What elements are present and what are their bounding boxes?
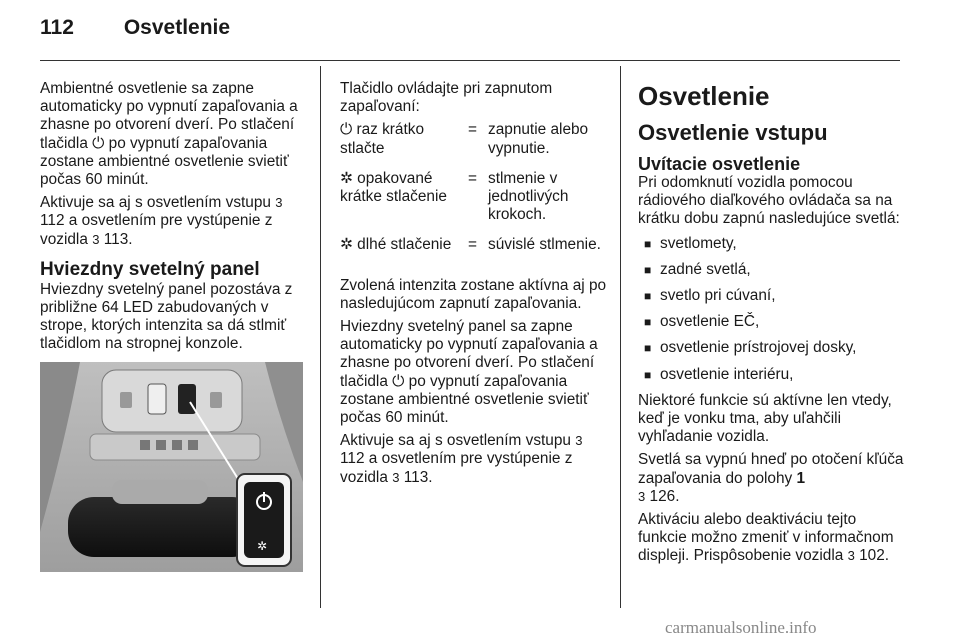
list-item: ■ osvetlenie interiéru, <box>644 365 794 383</box>
paragraph: Zvolená intenzita zostane aktívna aj po nasledujúcom zapnutí zapaľovania. <box>340 276 607 312</box>
text: Aktiváciu alebo deaktiváciu tejto funkcie možno zmeniť v informačnom displeji. Prispôsobenie vozidla <box>638 511 894 565</box>
text: 112 a osvetlením pre vystúpenie z vozidla <box>40 212 273 248</box>
list-item: ■ svetlomety, <box>644 234 737 252</box>
text: Svetlá sa vypnú hneď po otočení kľúča zapaľovania do polohy <box>638 451 904 487</box>
column-divider-2 <box>620 66 621 608</box>
paragraph <box>638 511 908 566</box>
paragraph: Pri odomknutí vozidla pomocou rádiového diaľkového ovládača sa na krátku dobu zapnú nasledujúce svetlá: <box>638 174 900 228</box>
column-3 <box>638 76 908 571</box>
table-cell: = <box>468 169 477 187</box>
page-number: 112 <box>40 16 74 39</box>
text: Aktivuje sa aj s osvetlením vstupu <box>340 432 571 450</box>
table-row <box>340 121 608 169</box>
table-cell: súvislé stlmenie. <box>488 236 601 254</box>
table-cell: = <box>468 121 477 139</box>
list-item: ■ svetlo pri cúvaní, <box>644 287 776 305</box>
subsection-heading: Uvítacie osvetlenie <box>638 154 801 174</box>
table-cell: ⏻ raz krátko stlačte <box>340 121 425 157</box>
ignition-position: 1 <box>796 469 806 487</box>
table-cell: stlmenie v jednotlivých krokoch. <box>488 169 569 224</box>
paragraph: Ambientné osvetlenie sa zapne automaticky po vypnutí zapaľovania a zhasne po otvorení dverí. Po stlačení tlačidla ⏻ po vypnutí zapaľovania zostane ambientné osvetlenie svietiť počas 60 minút. <box>40 80 298 189</box>
column-2 <box>340 80 608 492</box>
text: 113. <box>103 230 133 248</box>
chapter-title: Osvetlenie <box>638 81 770 111</box>
table-cell: = <box>468 236 477 254</box>
list-item: ■ osvetlenie EČ, <box>644 313 760 331</box>
page-header <box>40 16 230 40</box>
text: 112 a osvetlením pre vystúpenie z vozidla <box>340 450 573 486</box>
table-cell: zapnutie alebo vypnutie. <box>488 121 589 157</box>
column-1 <box>40 80 308 359</box>
cross-reference-arrow-icon: 3 <box>92 231 100 247</box>
cross-reference-arrow-icon: 3 <box>847 548 855 564</box>
text: 126. <box>649 487 680 505</box>
text: 113. <box>403 468 433 486</box>
paragraph <box>638 451 908 506</box>
cross-reference-arrow-icon: 3 <box>275 195 283 211</box>
paragraph <box>340 432 608 487</box>
paragraph: Hviezdny svetelný panel sa zapne automaticky po vypnutí zapaľovania a zhasne po otvorení dverí. Po stlačení tlačidla ⏻ po vypnutí zapaľovania zostane ambientné osvetlenie svietiť počas 60 minút. <box>340 318 598 427</box>
paragraph <box>40 194 308 249</box>
table-row <box>340 236 608 266</box>
paragraph: Tlačidlo ovládajte pri zapnutom zapaľovaní: <box>340 80 553 116</box>
page-title: Osvetlenie <box>123 16 231 39</box>
roof-console-photo <box>40 362 303 572</box>
svg-text:✲: ✲ <box>257 539 268 553</box>
header-rule <box>40 60 900 61</box>
section-heading: Hviezdny svetelný panel <box>40 258 260 280</box>
paragraph: Hviezdny svetelný panel pozostáva z približne 64 LED zabudovaných v strope, ktorých intenzita sa dá stlmiť tlačidlom na stropnej konzole. <box>40 280 293 353</box>
table-cell: ✲ dlhé stlačenie <box>340 236 452 254</box>
table-cell: ✲ opakované krátke stlačenie <box>340 169 447 206</box>
text: Aktivuje sa aj s osvetlením vstupu <box>40 194 271 212</box>
list-item: ■ zadné svetlá, <box>644 260 751 278</box>
cross-reference-arrow-icon: 3 <box>638 488 646 504</box>
section-title: Osvetlenie vstupu <box>638 120 828 145</box>
button-function-table <box>340 121 608 266</box>
column-divider-1 <box>320 66 321 608</box>
table-row <box>340 170 608 237</box>
light-list <box>638 235 908 384</box>
paragraph: Niektoré funkcie sú aktívne len vtedy, keď je vonku tma, aby uľahčili vyhľadanie vozidla. <box>638 391 892 446</box>
cross-reference-arrow-icon: 3 <box>575 433 583 449</box>
text: 102. <box>859 547 890 565</box>
list-item: ■ osvetlenie prístrojovej dosky, <box>644 339 857 357</box>
watermark: carmanualsonline.info <box>665 618 817 637</box>
cross-reference-arrow-icon: 3 <box>392 469 400 485</box>
